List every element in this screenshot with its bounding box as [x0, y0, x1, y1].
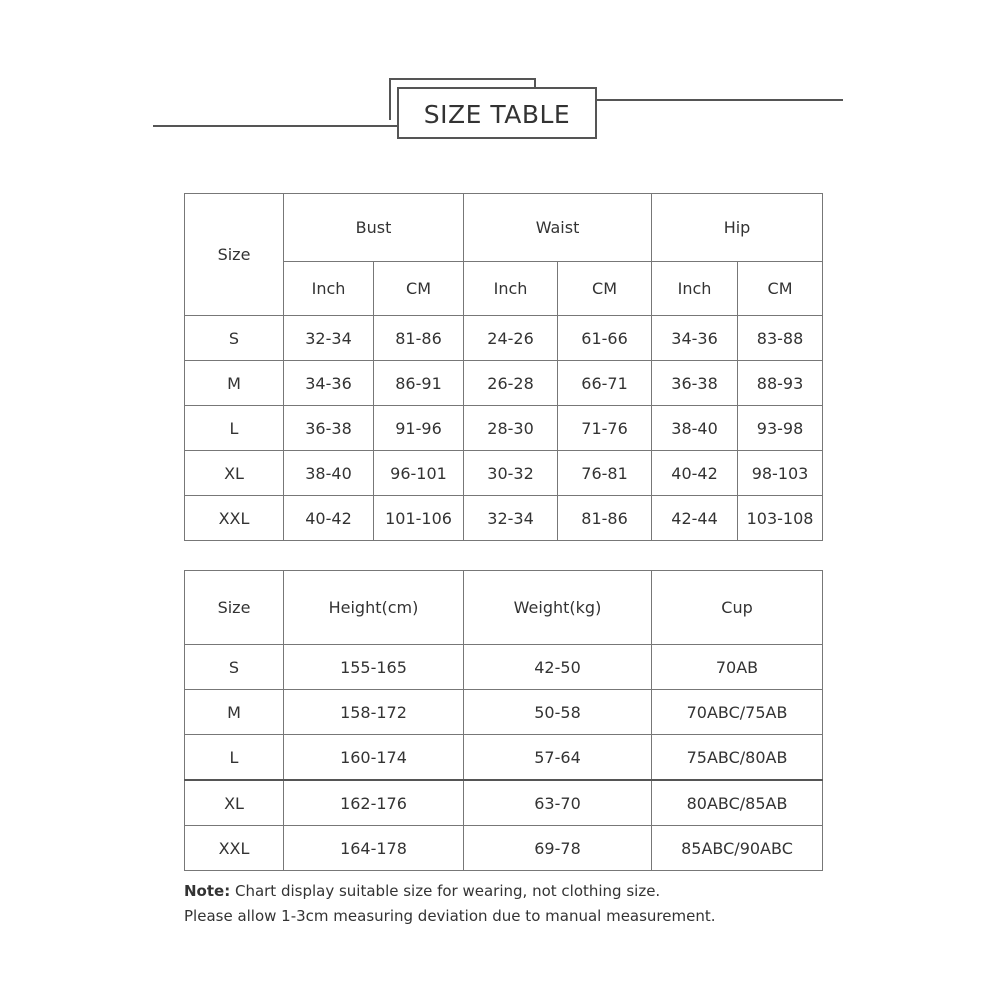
- page-title: SIZE TABLE: [423, 99, 571, 129]
- table-row: [185, 361, 823, 406]
- table-cell: 50-58: [464, 690, 652, 735]
- size-cell: S: [185, 645, 284, 690]
- unit-header: Inch: [652, 262, 738, 316]
- table-cell: 162-176: [284, 780, 464, 826]
- table-cell: 103-108: [738, 496, 823, 541]
- unit-header: Inch: [464, 262, 558, 316]
- title-frame: [397, 87, 597, 139]
- table-cell: 42-44: [652, 496, 738, 541]
- size-cell: L: [185, 406, 284, 451]
- table-cell: 66-71: [558, 361, 652, 406]
- title-block: [0, 0, 1000, 160]
- table-row: [185, 735, 823, 781]
- table-cell: 85ABC/90ABC: [652, 826, 823, 871]
- table-cell: 38-40: [284, 451, 374, 496]
- size-cell: M: [185, 690, 284, 735]
- note-line-2: Please allow 1-3cm measuring deviation due to manual measurement.: [184, 907, 716, 925]
- size-header: Size: [185, 194, 284, 316]
- table-cell: 34-36: [284, 361, 374, 406]
- table-row: [185, 316, 823, 361]
- table-row: [185, 406, 823, 451]
- table-cell: 71-76: [558, 406, 652, 451]
- unit-header: CM: [374, 262, 464, 316]
- unit-header: Inch: [284, 262, 374, 316]
- table-row: [185, 496, 823, 541]
- size-cell: XXL: [185, 496, 284, 541]
- weight-header: Weight(kg): [464, 571, 652, 645]
- table-row: [185, 826, 823, 871]
- measurement-table: [184, 193, 823, 541]
- note: [184, 879, 824, 929]
- table-cell: 160-174: [284, 735, 464, 781]
- waist-header: Waist: [464, 194, 652, 262]
- size-cell: L: [185, 735, 284, 781]
- table-cell: 70AB: [652, 645, 823, 690]
- cup-header: Cup: [652, 571, 823, 645]
- table-cell: 98-103: [738, 451, 823, 496]
- size-cell: XL: [185, 451, 284, 496]
- fit-header-row: [185, 571, 823, 645]
- measurement-header-row: [185, 194, 823, 262]
- height-header: Height(cm): [284, 571, 464, 645]
- table-cell: 32-34: [464, 496, 558, 541]
- table-cell: 34-36: [652, 316, 738, 361]
- table-cell: 155-165: [284, 645, 464, 690]
- unit-header: CM: [738, 262, 823, 316]
- table-cell: 81-86: [558, 496, 652, 541]
- table-cell: 70ABC/75AB: [652, 690, 823, 735]
- table-cell: 38-40: [652, 406, 738, 451]
- note-text: Chart display suitable size for wearing, not clothing size.: [230, 882, 661, 900]
- size-cell: M: [185, 361, 284, 406]
- table-cell: 86-91: [374, 361, 464, 406]
- table-cell: 63-70: [464, 780, 652, 826]
- size-cell: XL: [185, 780, 284, 826]
- table-cell: 80ABC/85AB: [652, 780, 823, 826]
- table-row: [185, 690, 823, 735]
- table-cell: 40-42: [652, 451, 738, 496]
- table-cell: 93-98: [738, 406, 823, 451]
- table-cell: 61-66: [558, 316, 652, 361]
- table-cell: 83-88: [738, 316, 823, 361]
- table-cell: 57-64: [464, 735, 652, 781]
- table-cell: 69-78: [464, 826, 652, 871]
- table-cell: 81-86: [374, 316, 464, 361]
- table-cell: 24-26: [464, 316, 558, 361]
- table-cell: 26-28: [464, 361, 558, 406]
- table-cell: 40-42: [284, 496, 374, 541]
- table-row: [185, 451, 823, 496]
- bust-header: Bust: [284, 194, 464, 262]
- table-cell: 75ABC/80AB: [652, 735, 823, 781]
- table-cell: 30-32: [464, 451, 558, 496]
- table-cell: 88-93: [738, 361, 823, 406]
- table-cell: 36-38: [652, 361, 738, 406]
- table-cell: 76-81: [558, 451, 652, 496]
- hip-header: Hip: [652, 194, 823, 262]
- title-rule-right: [595, 99, 843, 101]
- table-cell: 32-34: [284, 316, 374, 361]
- size-cell: S: [185, 316, 284, 361]
- table-cell: 28-30: [464, 406, 558, 451]
- note-label: Note:: [184, 882, 231, 900]
- table-cell: 42-50: [464, 645, 652, 690]
- table-row: [185, 780, 823, 826]
- table-cell: 101-106: [374, 496, 464, 541]
- size-header: Size: [185, 571, 284, 645]
- table-cell: 36-38: [284, 406, 374, 451]
- size-cell: XXL: [185, 826, 284, 871]
- unit-header: CM: [558, 262, 652, 316]
- title-rule-left: [153, 125, 401, 127]
- table-cell: 158-172: [284, 690, 464, 735]
- fit-table: [184, 570, 823, 871]
- table-cell: 164-178: [284, 826, 464, 871]
- table-cell: 96-101: [374, 451, 464, 496]
- table-row: [185, 645, 823, 690]
- table-cell: 91-96: [374, 406, 464, 451]
- note-line-1: [184, 879, 824, 904]
